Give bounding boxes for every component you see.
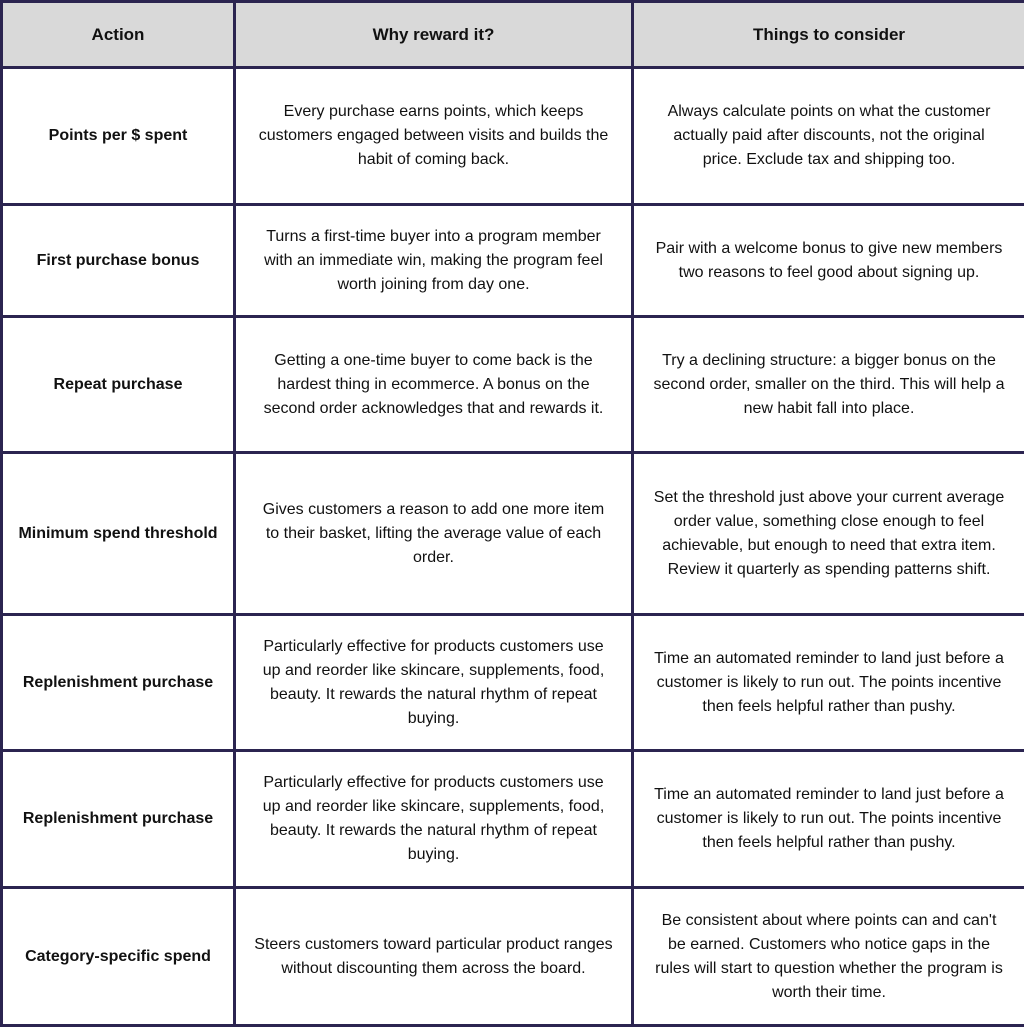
why-cell: Getting a one-time buyer to come back is the hardest thing in ecommerce. A bonus on the second order acknowledges that and rewards it. xyxy=(235,317,633,453)
why-cell: Particularly effective for products customers use up and reorder like skincare, supplements, food, beauty. It rewards the natural rhythm of repeat buying. xyxy=(235,751,633,888)
why-cell: Every purchase earns points, which keeps customers engaged between visits and builds the habit of coming back. xyxy=(235,68,633,205)
table-row xyxy=(2,205,1024,317)
header-action: Action xyxy=(2,2,235,68)
consider-cell: Always calculate points on what the customer actually paid after discounts, not the original price. Exclude tax and shipping too. xyxy=(633,68,1024,205)
action-cell: Replenishment purchase xyxy=(2,615,235,751)
consider-cell: Time an automated reminder to land just before a customer is likely to run out. The points incentive then feels helpful rather than pushy. xyxy=(633,751,1024,888)
consider-cell: Set the threshold just above your current average order value, something close enough to feel achievable, but enough to need that extra item. Review it quarterly as spending patterns shift. xyxy=(633,453,1024,615)
table-row xyxy=(2,317,1024,453)
table-header-row xyxy=(2,2,1024,68)
action-cell: Points per $ spent xyxy=(2,68,235,205)
consider-cell: Time an automated reminder to land just before a customer is likely to run out. The points incentive then feels helpful rather than pushy. xyxy=(633,615,1024,751)
action-cell: Repeat purchase xyxy=(2,317,235,453)
table-row xyxy=(2,68,1024,205)
action-cell: Replenishment purchase xyxy=(2,751,235,888)
table-row xyxy=(2,751,1024,888)
why-cell: Steers customers toward particular product ranges without discounting them across the board. xyxy=(235,888,633,1026)
table-row xyxy=(2,615,1024,751)
table-row xyxy=(2,453,1024,615)
action-cell: Minimum spend threshold xyxy=(2,453,235,615)
consider-cell: Be consistent about where points can and can't be earned. Customers who notice gaps in the rules will start to question whether the program is worth their time. xyxy=(633,888,1024,1026)
action-cell: Category-specific spend xyxy=(2,888,235,1026)
table-row xyxy=(2,888,1024,1026)
why-cell: Gives customers a reason to add one more item to their basket, lifting the average value of each order. xyxy=(235,453,633,615)
why-cell: Turns a first-time buyer into a program member with an immediate win, making the program feel worth joining from day one. xyxy=(235,205,633,317)
consider-cell: Pair with a welcome bonus to give new members two reasons to feel good about signing up. xyxy=(633,205,1024,317)
why-cell: Particularly effective for products customers use up and reorder like skincare, supplements, food, beauty. It rewards the natural rhythm of repeat buying. xyxy=(235,615,633,751)
consider-cell: Try a declining structure: a bigger bonus on the second order, smaller on the third. This will help a new habit fall into place. xyxy=(633,317,1024,453)
action-cell: First purchase bonus xyxy=(2,205,235,317)
header-why-reward: Why reward it? xyxy=(235,2,633,68)
header-things-to-consider: Things to consider xyxy=(633,2,1024,68)
